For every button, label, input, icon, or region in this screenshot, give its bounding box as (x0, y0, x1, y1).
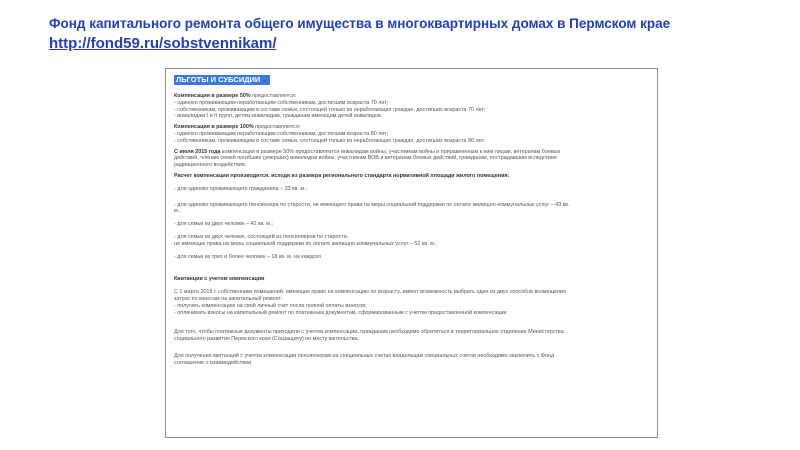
s1-line-3: - инвалидам I и II групп, детям-инвалидам, гражданам имеющим детей инвалидов. (174, 113, 383, 120)
s6-line-1: Для того, чтобы платежные документы приходили с учетом компенсации, гражданам необходимо обратиться в территориальное отделение Министерства (174, 329, 564, 336)
doc-title (174, 75, 270, 85)
s4-line-2: - для одиноко проживающего пенсионера по старости, не имеющего права на меры социальной поддержки по оплате жилищно-коммунальных услуг – 43 кв. (174, 201, 570, 208)
page-title: Фонд капитального ремонта общего имущества в многоквартирных домах в Пермском крае (49, 16, 671, 31)
s7-line-1: Для получения квитанций с учетом компенсации пенсионерам на специальных счетах владельцам специальных счетов необходимо заключить с Фонд (174, 352, 555, 359)
s5-heading: Квитанции с учетом компенсации (174, 276, 265, 283)
chevron-down-icon: ⌄ (261, 75, 268, 84)
doc-title-text: ЛЬГОТЫ И СУБСИДИИ (176, 75, 261, 84)
section-social-development (174, 329, 647, 343)
fund-link[interactable]: http://fond59.ru/sobstvennikam/ (49, 35, 277, 52)
s1-bold: Компенсация в размере 50% (174, 93, 251, 99)
s6-line-2: социального развития Пермского края (Соцзащиту) по месту жительства. (174, 336, 360, 343)
s5-line-3: - получать компенсацию на свой личный счет после полной оплаты взносов; (174, 302, 367, 309)
s3-bold: С июля 2015 года (174, 148, 221, 155)
s1-line-1: - одиноко проживающим неработающим собственникам, достигшим возраста 70 лет; (174, 99, 389, 106)
s1-line-2: - собственникам, проживающим в составе семьи, состоящей только из неработающих граждан, достигших возраста 70 лет; (174, 106, 486, 113)
s2-rest: предоставляются: (253, 124, 301, 131)
s7-line-2: соглашение о взаимодействии (174, 359, 252, 366)
s2-line-2: - собственникам, проживающим в составе семьи, состоящей только из неработающих граждан, достигших возраста 80 лет. (174, 137, 485, 144)
s2-line-1: - одиноко проживающим неработающим собственникам, достигшим возраста 80 лет; (174, 130, 389, 137)
page-header (49, 14, 769, 54)
s5-line-4: - оплачивать взносы на капитальный ремонт по платежным документам, сформированным с учетом предоставленной компенсации. (174, 309, 508, 316)
section-calculation (174, 173, 647, 260)
s4-heading: Расчет компенсации производится, исходя из размера регионального стандарта нормативной площади жилого помещения: (174, 172, 510, 179)
section-special-accounts (174, 353, 647, 367)
s5-line-2: затрат по взносам на капитальный ремонт: (174, 295, 283, 302)
s3-line-1: компенсация в размере 50% предоставляются инвалидам войны, участникам войны и приравненным к ним лицам, ветеранам боевых (220, 148, 561, 155)
s4-line-3: - для семьи из двух человек – 42 кв. м.; (174, 221, 273, 228)
s1-rest: предоставляется: (250, 93, 297, 99)
document-screenshot (165, 68, 658, 438)
s2-bold: Компенсация в размере 100% (174, 124, 254, 131)
section-receipts (174, 276, 647, 316)
s4-line-4b: не имеющих права на меры социальной поддержки по оплате жилищно-коммунальных услуг – 52 кв. м.; (174, 240, 437, 247)
s4-line-1: - для одиноко проживающего гражданина – 33 кв. м.; (174, 185, 308, 192)
section-50-percent (174, 93, 647, 120)
s3-line-2: действий, членам семей погибших (умерших) инвалидов войны, участникам ВОВ и ветеранам боевых действий, гражданам, пострадавшим вследствие (174, 155, 557, 162)
section-july-2015 (174, 149, 647, 169)
s4-line-5: - для семьи из трех и более человек – 18 кв. м. на каждого. (174, 253, 323, 260)
section-100-percent (174, 124, 647, 144)
s3-line-3: радиационного воздействия. (174, 162, 247, 169)
s4-line-2b: м.; (174, 208, 181, 215)
s5-line-1: С 1 марта 2018 г. собственники помещений, имеющие право на компенсацию по возрасту, имеют возможность выбрать один из двух способов возмещения (174, 289, 566, 296)
s4-line-4: - для семьи из двух человек, состоящей из пенсионеров по старости, (174, 233, 349, 240)
